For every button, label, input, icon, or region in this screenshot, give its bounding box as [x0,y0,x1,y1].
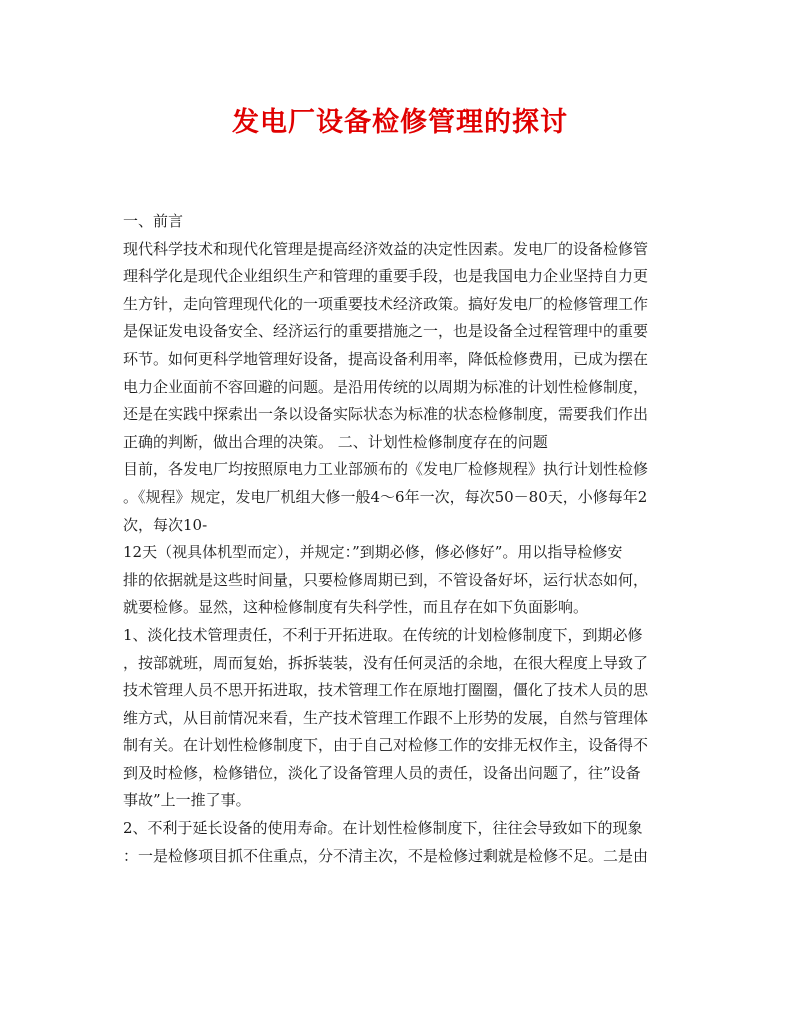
body-line: 电力企业面前不容回避的问题。是沿用传统的以周期为标准的计划性检修制度， [123,377,649,396]
body-line: 12天（视具体机型而定），并规定：”到期必修，修必修好”。用以指导检修安 [123,543,623,562]
body-line: 正确的判断，做出合理的决策。 二、计划性检修制度存在的问题 [123,432,548,451]
body-line: 环节。如何更科学地管理好设备，提高设备利用率，降低检修费用，已成为摆在 [123,349,649,368]
body-line: 到及时检修，检修错位，淡化了设备管理人员的责任，设备出问题了，往”设备 [123,763,641,782]
body-line: 还是在实践中探索出一条以设备实际状态为标准的状态检修制度，需要我们作出 [123,405,649,424]
body-line: 制有关。在计划性检修制度下，由于自己对检修工作的安排无权作主，设备得不 [123,736,649,755]
body-line: 次，每次10- [123,515,208,534]
body-line: 生方针，走向管理现代化的一项重要技术经济政策。搞好发电厂的检修管理工作 [123,294,649,313]
document-title: 发电厂设备检修管理的探讨 [232,107,568,138]
body-line: 就要检修。显然，这种检修制度有失科学性，而且存在如下负面影响。 [123,598,589,617]
body-line: 2、不利于延长设备的使用寿命。在计划性检修制度下，往往会导致如下的现象 [123,819,643,838]
body-line: 排的依据就是这些时间量，只要检修周期已到，不管设备好坏，运行状态如何， [123,570,649,589]
body-line: 1、淡化技术管理责任，不利于开拓进取。在传统的计划检修制度下，到期必修 [123,625,643,644]
body-line: ，按部就班，周而复始，拆拆装装，没有任何灵活的余地，在很大程度上导致了 [123,653,649,672]
body-line: 事故”上一推了事。 [123,791,251,810]
body-line: 现代科学技术和现代化管理是提高经济效益的决定性因素。发电厂的设备检修管 [123,239,649,258]
body-line: 是保证发电设备安全、经济运行的重要措施之一，也是设备全过程管理中的重要 [123,322,649,341]
body-line: 目前，各发电厂均按照原电力工业部颁布的《发电厂检修规程》执行计划性检修 [123,460,649,479]
body-line: 一、前言 [123,212,184,230]
body-line: 技术管理人员不思开拓进取，技术管理工作在原地打圈圈，僵化了技术人员的思 [123,681,649,700]
body-line: 理科学化是现代企业组织生产和管理的重要手段，也是我国电力企业坚持自力更 [123,267,649,286]
body-line: 维方式，从目前情况来看，生产技术管理工作跟不上形势的发展，自然与管理体 [123,708,649,727]
body-line: 。《规程》规定，发电厂机组大修一般4～6年一次，每次50－80天，小修每年2 [123,487,648,506]
document-body [123,208,683,870]
body-line: ：一是检修项目抓不住重点，分不清主次，不是检修过剩就是检修不足。二是由 [123,846,649,865]
